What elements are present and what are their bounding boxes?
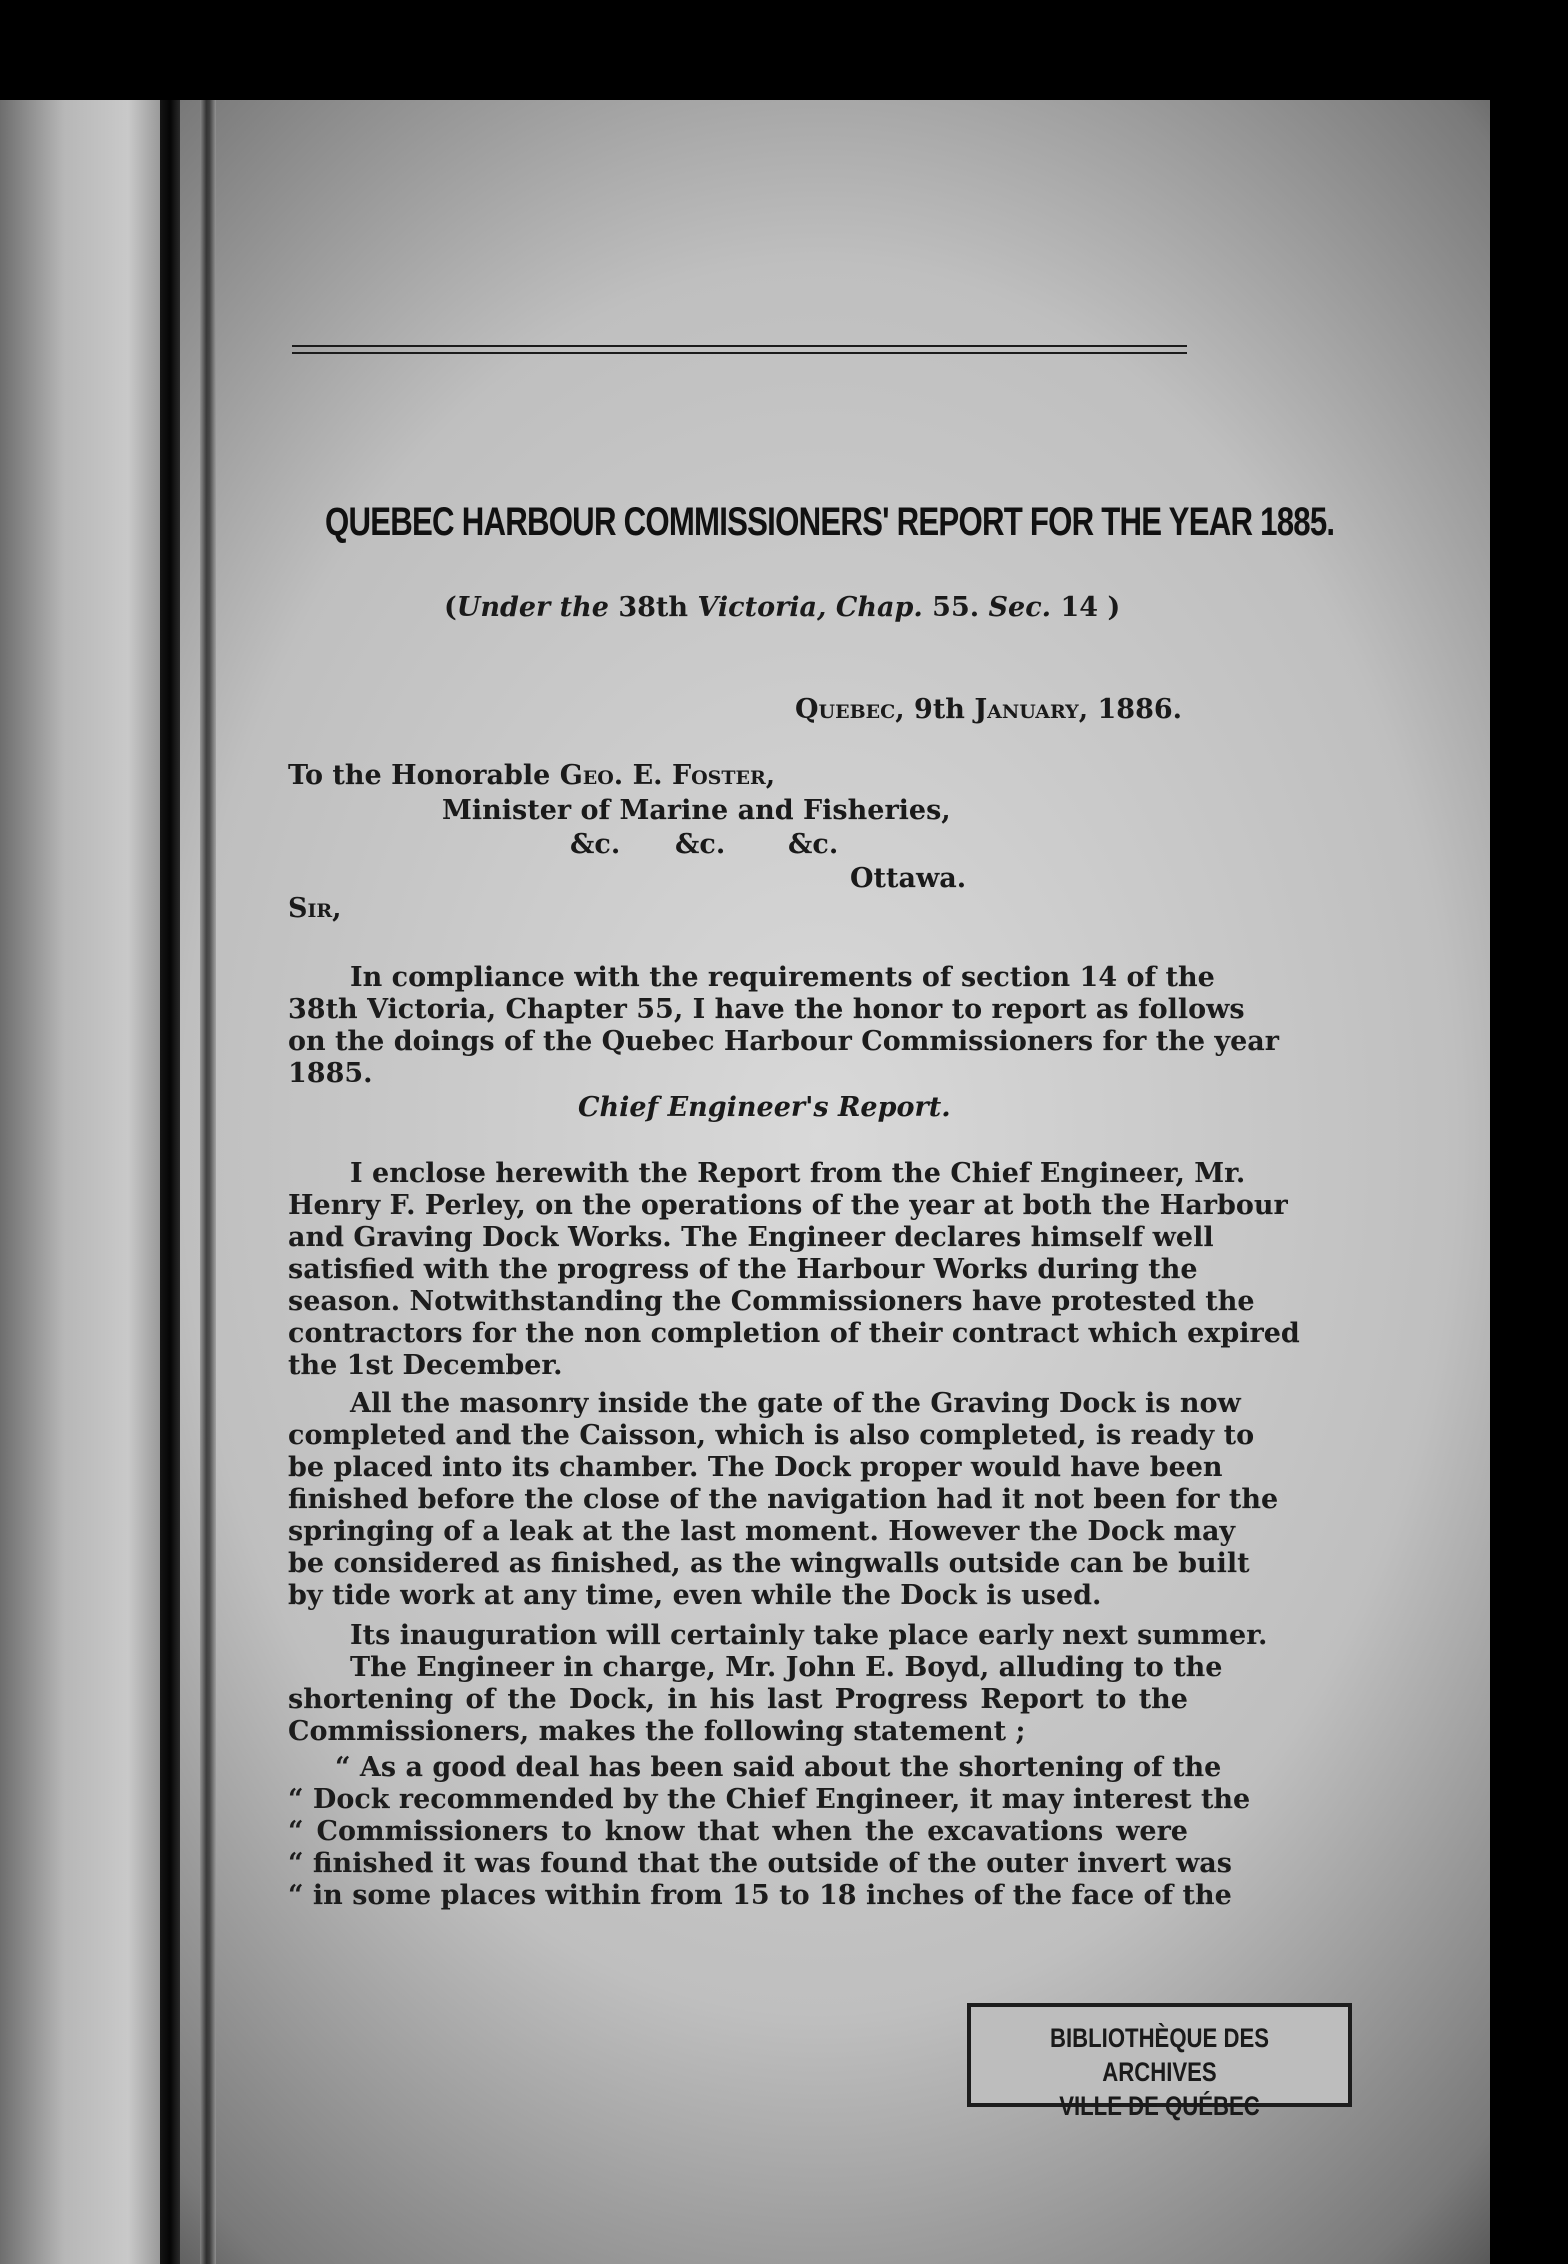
quote-line: “ Dock recommended by the Chief Engineer, it may interest the xyxy=(288,1784,1251,1815)
header-rule-top xyxy=(292,345,1187,347)
quote-line: “ in some places within from 15 to 18 inches of the face of the xyxy=(288,1880,1232,1911)
paragraph-line: 38th Victoria, Chapter 55, I have the honor to report as follows xyxy=(288,994,1245,1025)
report-subtitle: (Under the 38th Victoria, Chap. 55. Sec. 14 ) xyxy=(444,592,1121,623)
quote-line: “ finished it was found that the outside of the outer invert was xyxy=(288,1848,1232,1879)
facing-page-edge xyxy=(0,100,160,2264)
section-heading: Chief Engineer's Report. xyxy=(578,1092,951,1123)
paragraph-line: by tide work at any time, even while the Dock is used. xyxy=(288,1580,1102,1611)
paragraph-line: satisfied with the progress of the Harbour Works during the xyxy=(288,1254,1198,1285)
paragraph-line: springing of a leak at the last moment. However the Dock may xyxy=(288,1516,1236,1547)
quote-line: “ As a good deal has been said about the shortening of the xyxy=(335,1752,1222,1783)
paragraph-line: All the masonry inside the gate of the Graving Dock is now xyxy=(350,1388,1241,1419)
etc-3: &c. xyxy=(788,829,839,860)
paragraph-line: 1885. xyxy=(288,1058,373,1089)
paragraph-line: contractors for the non completion of their contract which expired xyxy=(288,1318,1300,1349)
paragraph-line: and Graving Dock Works. The Engineer declares himself well xyxy=(288,1222,1214,1253)
paragraph-line: Henry F. Perley, on the operations of the year at both the Harbour xyxy=(288,1190,1288,1221)
paragraph-line: on the doings of the Quebec Harbour Commissioners for the year xyxy=(288,1026,1279,1057)
paragraph-line: Commissioners, makes the following statement ; xyxy=(288,1716,1026,1747)
dateline: Quebec, 9th January, 1886. xyxy=(795,694,1183,725)
salutation: Sir, xyxy=(288,893,342,924)
paragraph-line: completed and the Caisson, which is also completed, is ready to xyxy=(288,1420,1255,1451)
paragraph-line: the 1st December. xyxy=(288,1350,563,1381)
paragraph-line: Its inauguration will certainly take place early next summer. xyxy=(350,1620,1268,1651)
stamp-line-1: BIBLIOTHÈQUE DES ARCHIVES xyxy=(1050,2023,1269,2087)
paragraph-line: finished before the close of the navigation had it not been for the xyxy=(288,1484,1279,1515)
header-rule-bottom xyxy=(292,352,1187,354)
paragraph-line: The Engineer in charge, Mr. John E. Boyd, alluding to the xyxy=(350,1652,1223,1683)
city-line: Ottawa. xyxy=(850,863,967,894)
archive-stamp xyxy=(967,2003,1352,2121)
paragraph-line: shortening of the Dock, in his last Progress Report to the xyxy=(288,1684,1188,1715)
binding-gutter xyxy=(160,100,180,2264)
stamp-line-2: VILLE DE QUÉBEC xyxy=(1059,2091,1260,2121)
etc-2: &c. xyxy=(675,829,726,860)
addressee-line: To the Honorable Geo. E. Foster, xyxy=(288,760,776,791)
quote-line: “ Commissioners to know that when the excavations were xyxy=(288,1816,1188,1847)
minister-line: Minister of Marine and Fisheries, xyxy=(442,795,951,826)
binding-gutter-shadow xyxy=(200,100,216,2264)
paragraph-line: In compliance with the requirements of section 14 of the xyxy=(350,962,1215,993)
report-title: QUEBEC HARBOUR COMMISSIONERS' REPORT FOR THE YEAR 1885. xyxy=(325,500,1335,544)
paragraph-line: be considered as finished, as the wingwalls outside can be built xyxy=(288,1548,1250,1579)
etc-1: &c. xyxy=(570,829,621,860)
paragraph-line: I enclose herewith the Report from the Chief Engineer, Mr. xyxy=(350,1158,1246,1189)
paragraph-line: season. Notwithstanding the Commissioners have protested the xyxy=(288,1286,1255,1317)
paragraph-line: be placed into its chamber. The Dock proper would have been xyxy=(288,1452,1223,1483)
